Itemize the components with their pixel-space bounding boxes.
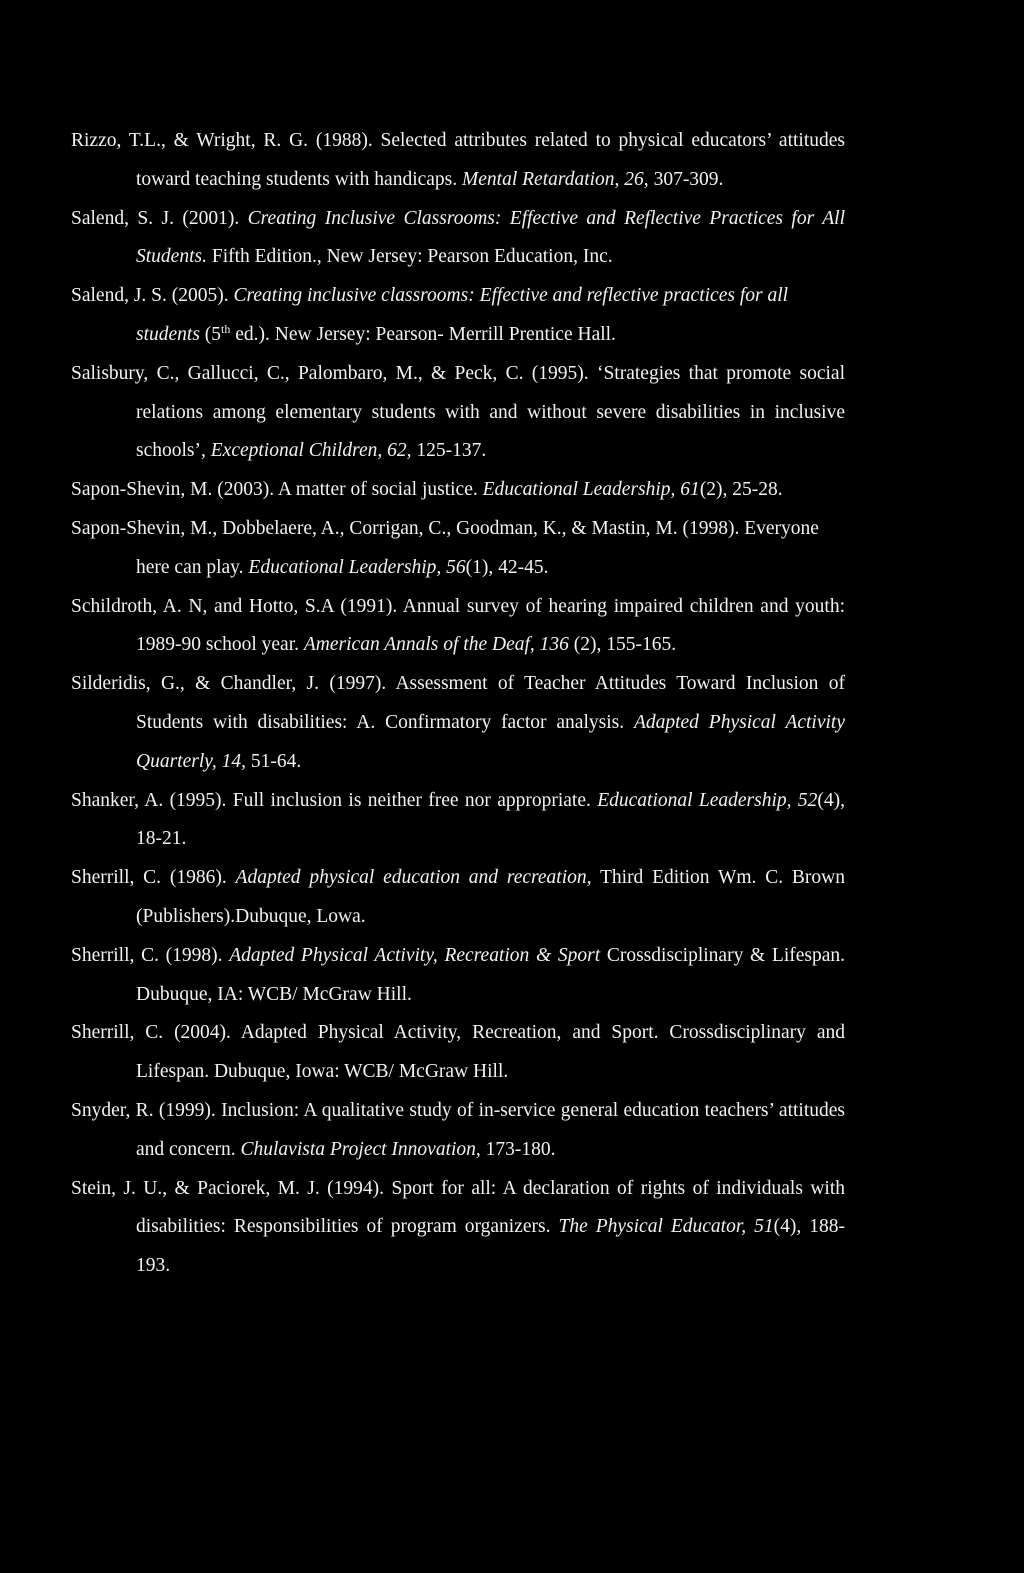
reference-silderidis-1997 — [71, 665, 845, 781]
reference-snyder-1999 — [71, 1092, 845, 1170]
reference-source: Mental Retardation, 26, — [462, 168, 649, 190]
reference-salend-2005 — [71, 277, 845, 355]
reference-text: Stein, J. U., & Paciorek, M. J. (1994). Sport for all: A declaration of rights of individuals with disabilities: Responsibilities of program organizers. — [71, 1177, 845, 1238]
reference-title: Creating Inclusive Classrooms: Effective and Reflective Practices for All Students. — [136, 207, 845, 268]
reference-rizzo-1988 — [71, 122, 845, 200]
reference-source: Educational Leadership, 56 — [248, 556, 466, 578]
reference-text: Schildroth, A. N, and Hotto, S.A (1991). Annual survey of hearing impaired children and youth: 1989-90 school year. — [71, 595, 845, 656]
reference-source: American Annals of the Deaf, 136 — [303, 634, 569, 656]
reference-text: Sherrill, C. (1986). — [71, 867, 236, 889]
reference-source: Adapted Physical Activity Quarterly, 14, — [136, 711, 845, 772]
reference-schildroth-1991 — [71, 588, 845, 666]
reference-stein-1994 — [71, 1170, 845, 1286]
reference-publisher: Crossdisciplinary & Lifespan. Dubuque, IA: WCB/ McGraw Hill. — [136, 944, 846, 1005]
reference-edition-suffix: th — [221, 321, 231, 336]
reference-shanker-1995 — [71, 782, 845, 860]
reference-pages: 173-180. — [480, 1138, 556, 1160]
reference-salisbury-1995 — [71, 355, 845, 471]
reference-text: Rizzo, T.L., & Wright, R. G. (1988). Selected attributes related to physical educators’ attitudes toward teaching students with handicaps. — [71, 130, 845, 190]
reference-text: Sapon-Shevin, M. (2003). A matter of social justice. — [71, 479, 483, 501]
reference-source: Chulavista Project Innovation, — [240, 1138, 481, 1160]
reference-source: Educational Leadership, 52 — [597, 789, 818, 811]
reference-sapon-shevin-2003 — [71, 471, 845, 510]
reference-sherrill-1998 — [71, 937, 845, 1015]
reference-text: Shanker, A. (1995). Full inclusion is neither free nor appropriate. — [71, 789, 598, 811]
reference-pages: 125-137. — [411, 440, 487, 462]
reference-text: Sherrill, C. (1998). — [71, 944, 230, 966]
reference-publisher: Third Edition Wm. C. Brown (Publishers).Dubuque, Lowa. — [136, 867, 845, 927]
reference-text: Silderidis, G., & Chandler, J. (1997). Assessment of Teacher Attitudes Toward Inclusion of Students with disabilities: A. Confirmatory factor analysis. — [71, 673, 845, 733]
reference-publisher: ed.). New Jersey: Pearson- Merrill Prentice Hall. — [230, 323, 616, 345]
reference-pages: (1), 42-45. — [465, 556, 549, 578]
reference-pages: 51-64. — [245, 750, 302, 772]
reference-source: The Physical Educator, 51 — [558, 1216, 774, 1238]
reference-text: Salend, J. S. (2005). — [71, 285, 234, 307]
reference-title: Adapted Physical Activity, Recreation & Sport — [229, 944, 601, 966]
reference-sherrill-2004 — [71, 1014, 845, 1092]
reference-text: Salisbury, C., Gallucci, C., Palombaro, M., & Peck, C. (1995). ‘Strategies that promote social relations among elementary students with and without severe disabilities in inclusive schools’, — [71, 362, 845, 462]
reference-text: Sherrill, C. (2004). Adapted Physical Activity, Recreation, and Sport. Crossdisciplinary and Lifespan. Dubuque, Iowa: WCB/ McGraw Hill. — [71, 1022, 845, 1083]
reference-publisher: Fifth Edition., New Jersey: Pearson Education, Inc. — [206, 246, 613, 268]
reference-pages: 307-309. — [648, 168, 724, 190]
reference-title: Adapted physical education and recreation, — [235, 867, 592, 889]
reference-edition: (5 — [199, 323, 222, 345]
reference-source: Exceptional Children, 62, — [210, 440, 412, 462]
reference-sherrill-1986 — [71, 859, 845, 937]
reference-text: Salend, S. J. (2001). — [71, 207, 248, 229]
reference-source: Educational Leadership, 61 — [482, 479, 700, 501]
reference-pages: (2), 155-165. — [568, 634, 677, 656]
reference-text: Sapon-Shevin, M., Dobbelaere, A., Corrigan, C., Goodman, K., & Mastin, M. (1998). Everyone here can play. — [71, 517, 819, 578]
reference-sapon-shevin-1998 — [71, 510, 845, 588]
reference-list — [71, 122, 845, 1286]
reference-pages: (4), 188-193. — [136, 1216, 845, 1277]
reference-title: Creating inclusive classrooms: Effective and reflective practices for all students — [136, 285, 789, 345]
reference-salend-2001 — [71, 200, 845, 278]
reference-text: Snyder, R. (1999). Inclusion: A qualitative study of in-service general education teachers’ attitudes and concern. — [71, 1099, 845, 1160]
reference-pages: (2), 25-28. — [699, 479, 783, 501]
reference-pages: (4), 18-21. — [136, 789, 845, 850]
